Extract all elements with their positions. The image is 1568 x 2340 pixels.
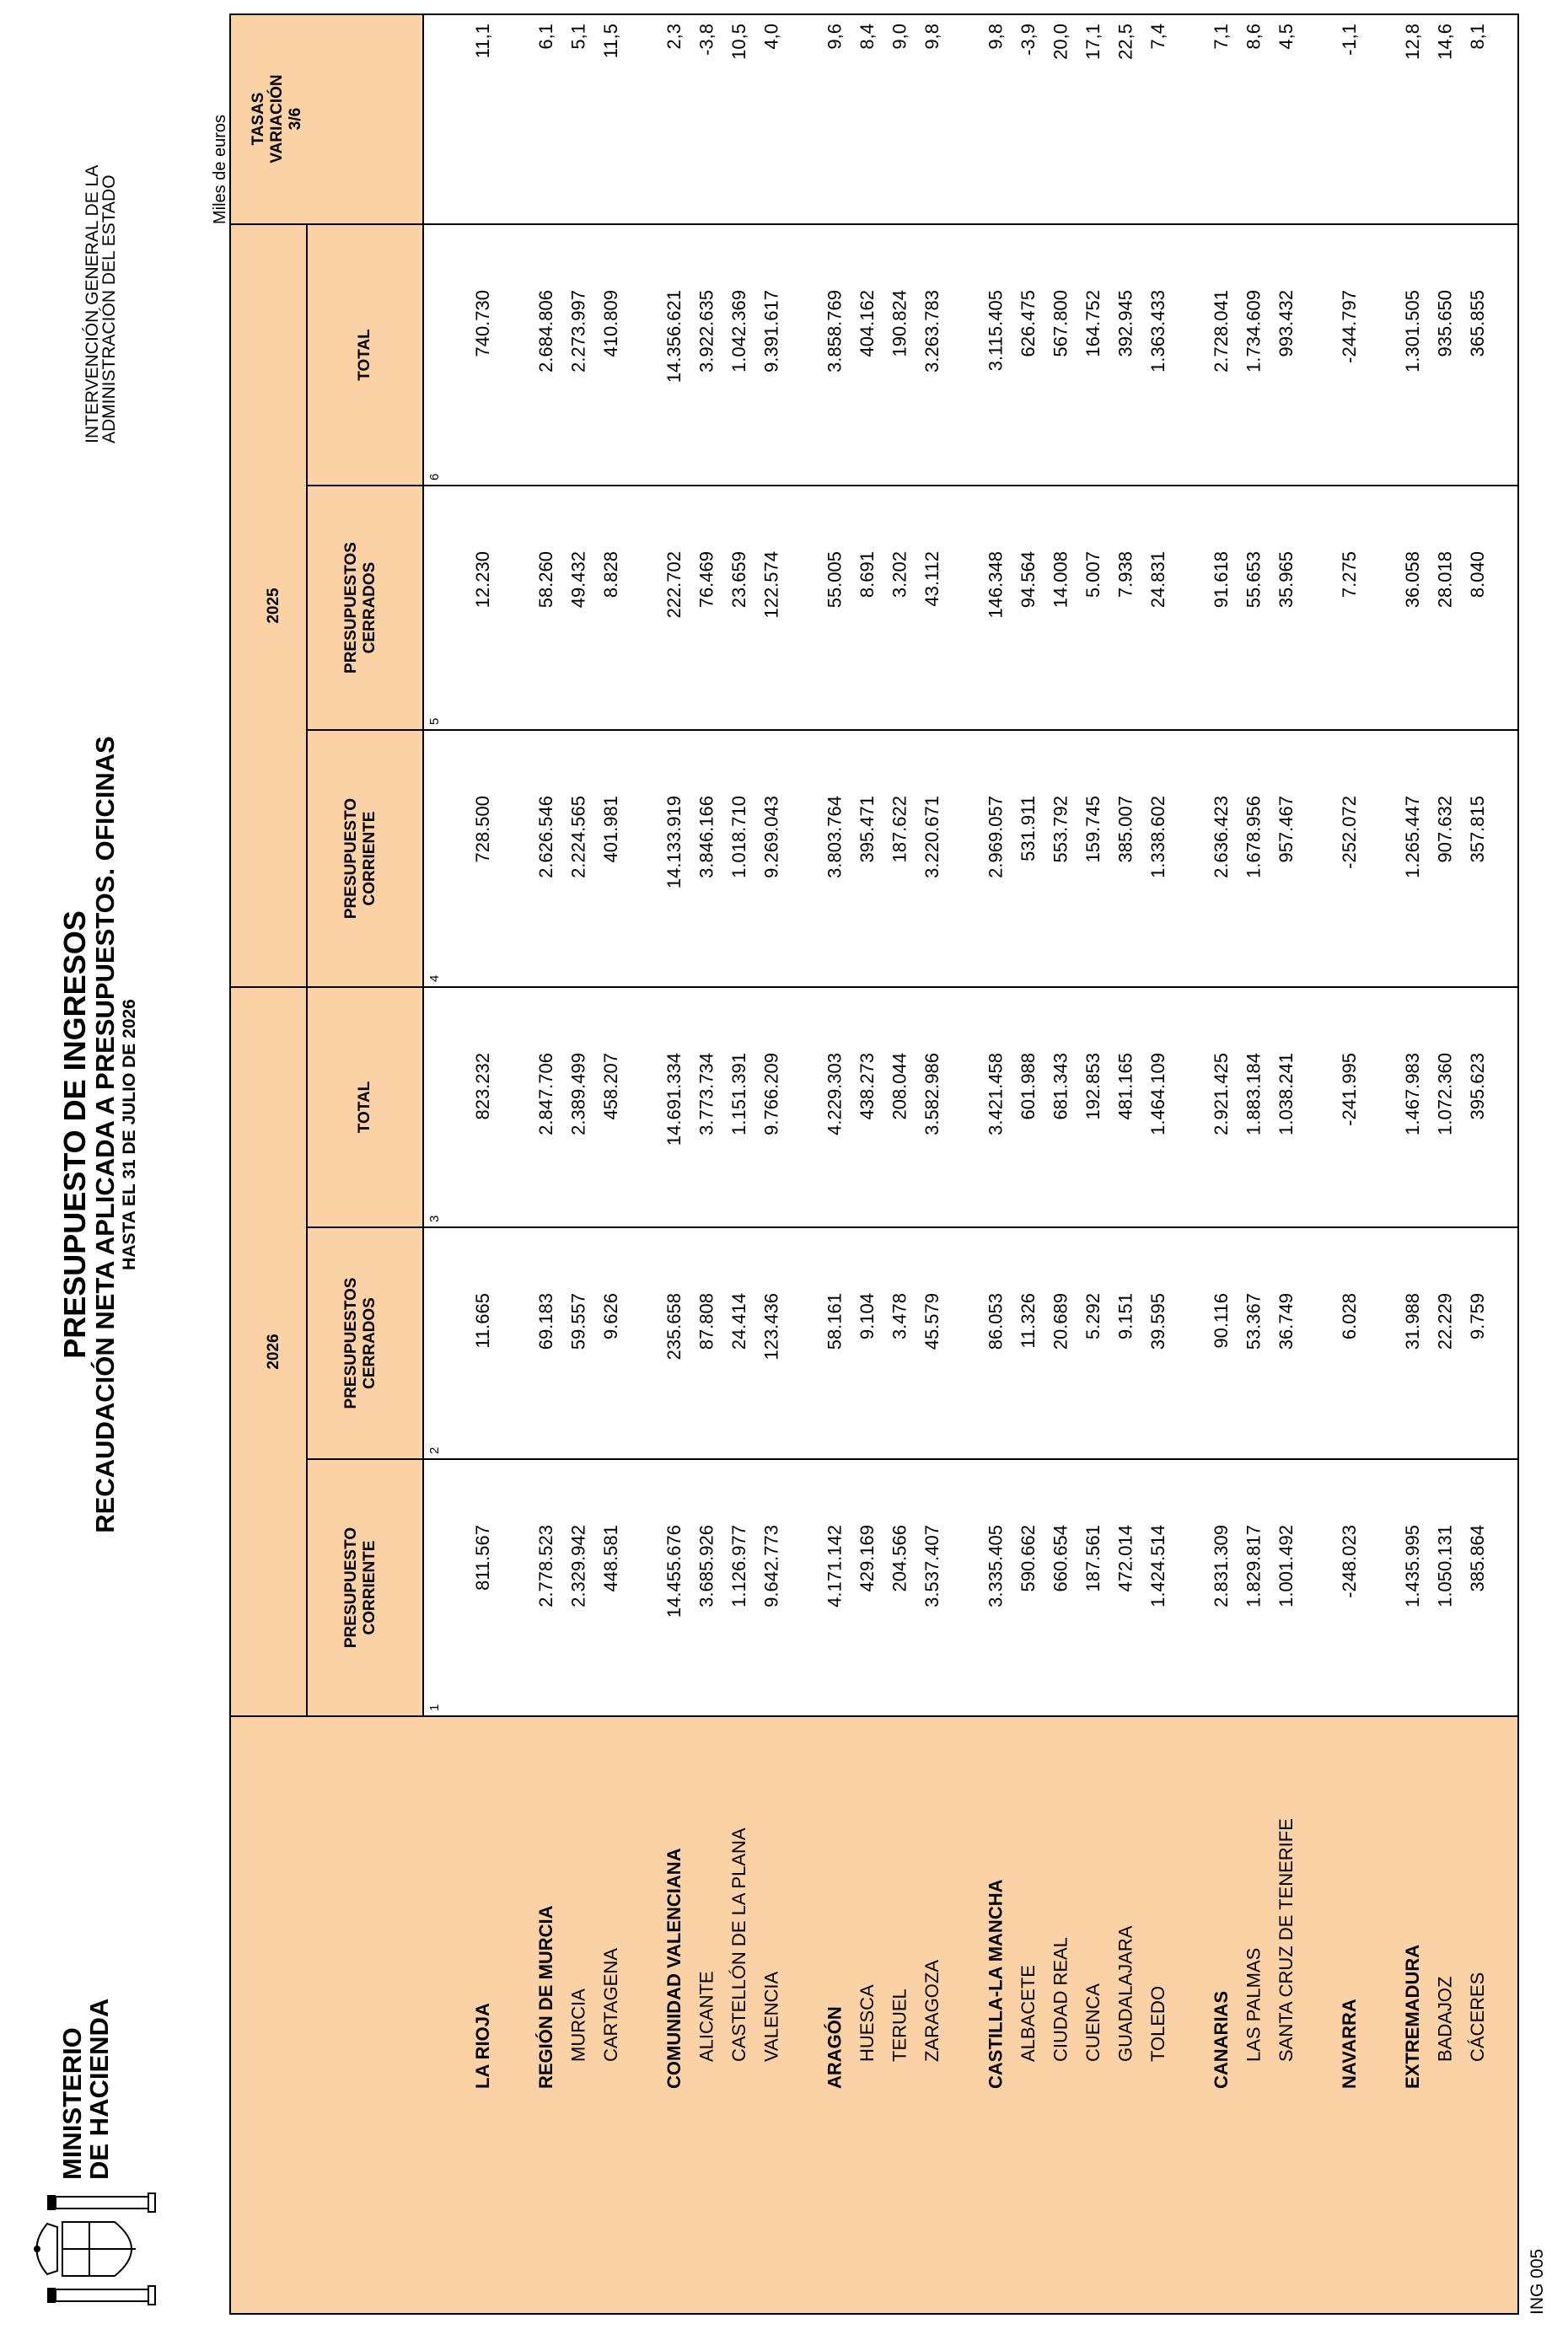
table-cell: 1.338.602	[1146, 796, 1168, 878]
table-cell: 740.730	[472, 290, 493, 357]
table-cell: 222.702	[663, 551, 685, 619]
table-cell: 159.745	[1082, 796, 1104, 863]
column-header-5-line1: PRESUPUESTOS	[342, 542, 360, 674]
table-cell: 55.653	[1243, 551, 1265, 609]
table-cell: 481.165	[1114, 1053, 1136, 1120]
table-cell: 10,5	[728, 24, 750, 60]
table-cell: 3.335.405	[985, 1525, 1007, 1607]
table-cell: 728.500	[472, 796, 493, 863]
table-cell: 9.626	[600, 1293, 622, 1340]
table-cell: 3.773.734	[695, 1053, 717, 1135]
table-cell: 1.363.433	[1146, 290, 1168, 373]
table-cell: 94.564	[1017, 551, 1039, 609]
table-cell: 58.161	[824, 1293, 846, 1350]
table-cell: 438.273	[856, 1053, 878, 1120]
row-label: SANTA CRUZ DE TENERIFE	[1275, 1818, 1297, 2062]
table-cell: 14.691.334	[663, 1053, 685, 1146]
row-label: COMUNIDAD VALENCIANA	[663, 1848, 685, 2089]
table-cell: 9.269.043	[760, 796, 782, 878]
row-label: ALBACETE	[1017, 1965, 1039, 2062]
table-cell: 907.632	[1434, 796, 1456, 863]
column-number: 3	[427, 1215, 442, 1222]
table-cell: 2.329.942	[567, 1525, 589, 1607]
igae-line-2: ADMINISTRACIÓN DEL ESTADO	[99, 174, 119, 443]
table-cell: 86.053	[985, 1293, 1007, 1350]
table-cell: -3,9	[1017, 24, 1039, 56]
table-cell: 190.824	[889, 290, 910, 357]
table-cell: -3,8	[695, 24, 717, 56]
year-previous-label: 2025	[265, 588, 282, 624]
table-cell: 7,4	[1146, 24, 1168, 50]
table-cell: 1.435.995	[1402, 1525, 1424, 1607]
column-number: 2	[427, 1446, 442, 1454]
table-cell: 14.133.919	[663, 796, 685, 889]
table-cell: 2.389.499	[567, 1053, 589, 1135]
table-cell: 7.275	[1338, 551, 1360, 598]
title-line-2: RECAUDACIÓN NETA APLICADA A PRESUPUESTOS. OFICINAS	[90, 736, 120, 1533]
title-line-1: PRESUPUESTO DE INGRESOS	[57, 910, 92, 1359]
table-cell: 8.691	[856, 551, 878, 598]
table-cell: -248.023	[1338, 1525, 1360, 1598]
row-label: EXTREMADURA	[1402, 1944, 1424, 2089]
table-cell: 24.831	[1146, 551, 1168, 609]
row-label: NAVARRA	[1338, 1999, 1360, 2089]
table-cell: 4,5	[1275, 24, 1297, 50]
table-cell: 2.626.546	[535, 796, 557, 878]
table-cell: 7.938	[1114, 551, 1136, 598]
table-cell: 1.001.492	[1275, 1525, 1297, 1607]
year-current-label: 2026	[265, 1334, 282, 1370]
table-cell: 590.662	[1017, 1525, 1039, 1592]
table-cell: 395.623	[1467, 1053, 1489, 1120]
table-cell: 9.766.209	[760, 1053, 782, 1135]
column-header-2-line1: PRESUPUESTOS	[342, 1277, 360, 1409]
table-cell: 1.467.983	[1402, 1053, 1424, 1135]
report-title	[59, 629, 140, 1640]
table-cell: 1.464.109	[1146, 1053, 1168, 1135]
column-header-1-line2: CORRIENTE	[361, 1540, 379, 1635]
table-cell: 87.808	[695, 1293, 717, 1350]
table-cell: 20.689	[1050, 1293, 1071, 1350]
table-cell: 8,6	[1243, 24, 1265, 50]
table-cell: 660.654	[1050, 1525, 1071, 1592]
column-header-7-line2: VARIACIÓN	[268, 74, 286, 164]
row-label: CASTILLA-LA MANCHA	[985, 1879, 1007, 2089]
table-cell: 59.557	[567, 1293, 589, 1350]
table-cell: 3.858.769	[824, 290, 846, 373]
table-cell: 957.467	[1275, 796, 1297, 863]
table-cell: 823.232	[472, 1053, 493, 1120]
row-label: ZARAGOZA	[921, 1959, 943, 2062]
table-cell: 1.042.369	[728, 290, 750, 373]
table-cell: 8,4	[856, 24, 878, 50]
table-cell: 43.112	[921, 551, 943, 607]
table-cell: 55.005	[824, 551, 846, 609]
table-cell: 1.734.609	[1243, 290, 1265, 373]
column-number: 5	[427, 717, 442, 725]
table-cell: 20,0	[1050, 24, 1071, 60]
table-cell: 11,1	[472, 24, 493, 59]
row-label: ALICANTE	[695, 1971, 717, 2062]
table-cell: 9,8	[921, 24, 943, 50]
table-cell: 235.658	[663, 1293, 685, 1361]
column-header-2-line2: CERRADOS	[361, 1297, 379, 1389]
table-cell: 123.436	[760, 1293, 782, 1361]
document-code: ING 005	[1528, 2248, 1547, 2315]
table-cell: 28.018	[1434, 551, 1456, 609]
table-cell: 8,1	[1467, 24, 1489, 50]
table-cell: 1.038.241	[1275, 1053, 1297, 1135]
table-cell: -1,1	[1338, 24, 1360, 56]
column-header-4-line2: CORRIENTE	[361, 811, 379, 906]
ministry-line-2: DE HACIENDA	[84, 1998, 114, 2180]
table-cell: 458.207	[600, 1053, 622, 1120]
table-cell: 9,8	[985, 24, 1007, 50]
table-cell: 1.072.360	[1434, 1053, 1456, 1135]
table-cell: -241.995	[1338, 1053, 1360, 1126]
table-cell: 1.829.817	[1243, 1525, 1265, 1607]
table-cell: 22,5	[1114, 24, 1136, 60]
table-cell: 811.567	[472, 1525, 493, 1591]
ministry-line-1: MINISTERIO	[57, 2027, 87, 2180]
table-cell: 6,1	[535, 24, 557, 50]
table-cell: 4.171.142	[824, 1525, 846, 1607]
table-cell: 146.348	[985, 551, 1007, 619]
row-label: CARTAGENA	[600, 1948, 622, 2062]
table-cell: 626.475	[1017, 290, 1039, 357]
units-label: Miles de euros	[211, 114, 229, 224]
table-cell: 192.853	[1082, 1053, 1104, 1120]
row-label: TOLEDO	[1146, 1985, 1168, 2062]
table-cell: 7,1	[1210, 24, 1232, 50]
column-header-3-line1: TOTAL	[356, 1081, 373, 1134]
table-cell: 1.424.514	[1146, 1525, 1168, 1607]
table-cell: 472.014	[1114, 1525, 1136, 1592]
table-cell: 9.642.773	[760, 1525, 782, 1607]
table-cell: -252.072	[1338, 796, 1360, 869]
table-cell: 5.292	[1082, 1293, 1104, 1340]
column-header-4-line1: PRESUPUESTO	[342, 797, 360, 920]
table-cell: 58.260	[535, 551, 557, 609]
table-cell: 4.229.303	[824, 1053, 846, 1135]
table-cell: 9.391.617	[760, 290, 782, 373]
table-cell: 404.162	[856, 290, 878, 357]
table-cell: 3.220.671	[921, 796, 943, 878]
table-cell: 31.988	[1402, 1293, 1424, 1350]
row-label: MURCIA	[567, 1988, 589, 2062]
table-cell: 14,6	[1434, 24, 1456, 60]
table-cell: 8.828	[600, 551, 622, 598]
column-header-7-line3: 3/6	[287, 107, 304, 131]
row-label: GUADALAJARA	[1114, 1925, 1136, 2062]
table-cell: 6.028	[1338, 1293, 1360, 1340]
row-label: CANARIAS	[1210, 1990, 1232, 2089]
row-label: HUESCA	[856, 1984, 878, 2062]
table-cell: 2.224.565	[567, 796, 589, 878]
row-label: ARAGÓN	[824, 2006, 846, 2089]
table-cell: 17,1	[1082, 24, 1104, 60]
table-cell: 69.183	[535, 1293, 557, 1350]
table-cell: 5,1	[567, 24, 589, 50]
table-cell: 3.421.458	[985, 1053, 1007, 1135]
table-cell: 9.104	[856, 1293, 878, 1340]
table-cell: 553.792	[1050, 796, 1071, 863]
table-cell: 993.432	[1275, 290, 1297, 357]
table-cell: 9.759	[1467, 1293, 1489, 1340]
table-cell: 90.116	[1210, 1293, 1232, 1349]
table-cell: 3.478	[889, 1293, 910, 1340]
table-cell: 204.566	[889, 1525, 910, 1592]
table-cell: 8.040	[1467, 551, 1489, 598]
table-cell: 1.126.977	[728, 1525, 750, 1607]
table-cell: 1.050.131	[1434, 1525, 1456, 1607]
table-cell: 357.815	[1467, 796, 1489, 863]
column-header-5-line2: CERRADOS	[361, 561, 379, 654]
table-cell: 36.058	[1402, 551, 1424, 609]
table-cell: 49.432	[567, 551, 589, 609]
table-cell: 2.847.706	[535, 1053, 557, 1135]
table-cell: 429.169	[856, 1525, 878, 1592]
table-cell: 11.665	[472, 1293, 493, 1349]
row-label: CUENCA	[1082, 1983, 1104, 2062]
table-cell: 2,3	[663, 24, 685, 50]
table-cell: 36.749	[1275, 1293, 1297, 1350]
table-cell: 567.800	[1050, 290, 1071, 357]
revenue-table	[229, 13, 1519, 2315]
table-cell: 187.561	[1082, 1525, 1104, 1592]
table-cell: 385.007	[1114, 796, 1136, 863]
table-cell: 12,8	[1402, 24, 1424, 60]
table-cell: 9.151	[1114, 1293, 1136, 1340]
table-cell: 12.230	[472, 551, 493, 609]
table-cell: 2.778.523	[535, 1525, 557, 1607]
table-cell: 410.809	[600, 290, 622, 357]
table-cell: 3.202	[889, 551, 910, 598]
row-label: CÁCERES	[1467, 1972, 1489, 2062]
table-cell: 601.988	[1017, 1053, 1039, 1120]
title-line-3: HASTA EL 31 DE JULIO DE 2026	[120, 999, 139, 1270]
table-cell: 448.581	[600, 1525, 622, 1592]
column-header-6-line1: TOTAL	[356, 329, 373, 381]
table-cell: 1.151.391	[728, 1053, 750, 1135]
table-cell: 2.969.057	[985, 796, 1007, 878]
table-cell: 3.922.635	[695, 290, 717, 373]
table-cell: 365.855	[1467, 290, 1489, 357]
coat-of-arms-of-spain-icon	[22, 2190, 165, 2308]
table-cell: 392.945	[1114, 290, 1136, 357]
table-cell: 2.831.309	[1210, 1525, 1232, 1607]
table-cell: 395.471	[856, 796, 878, 863]
table-cell: 401.981	[600, 796, 622, 863]
table-cell: 9,6	[824, 24, 846, 50]
table-cell: 2.921.425	[1210, 1053, 1232, 1135]
row-label: LA RIOJA	[472, 2003, 493, 2089]
table-cell: 122.574	[760, 551, 782, 619]
table-cell: 531.911	[1017, 796, 1039, 861]
column-number: 6	[427, 473, 442, 480]
table-cell: 14.455.676	[663, 1525, 685, 1618]
table-cell: 1.883.184	[1243, 1053, 1265, 1135]
table-cell: 24.414	[728, 1293, 750, 1350]
table-cell: 11,5	[600, 24, 622, 59]
table-cell: 385.864	[1467, 1525, 1489, 1592]
table-cell: 35.965	[1275, 551, 1297, 609]
table-cell: 2.684.806	[535, 290, 557, 373]
table-cell: 3.537.407	[921, 1525, 943, 1607]
table-cell: 187.622	[889, 796, 910, 863]
table-cell: 164.752	[1082, 290, 1104, 357]
column-number: 4	[427, 974, 442, 982]
table-cell: 1.678.956	[1243, 796, 1265, 878]
table-cell: 2.636.423	[1210, 796, 1232, 878]
table-cell: 91.618	[1210, 551, 1232, 609]
table-cell: 3.263.783	[921, 290, 943, 373]
row-label: TERUEL	[889, 1988, 910, 2062]
table-cell: 9,0	[889, 24, 910, 50]
table-cell: 14.356.621	[663, 290, 685, 384]
table-cell: 681.343	[1050, 1053, 1071, 1120]
table-cell: 208.044	[889, 1053, 910, 1120]
table-cell: 76.469	[695, 551, 717, 609]
table-cell: 3.582.986	[921, 1053, 943, 1135]
table-cell: 5.007	[1082, 551, 1104, 598]
row-label: BADAJOZ	[1434, 1976, 1456, 2062]
table-cell: 22.229	[1434, 1293, 1456, 1350]
igae-line-1: INTERVENCIÓN GENERAL DE LA	[83, 164, 102, 443]
ministry-name	[59, 1999, 113, 2180]
table-cell: 2.273.997	[567, 290, 589, 373]
table-cell: 1.265.447	[1402, 796, 1424, 878]
column-header-1-line1: PRESUPUESTO	[342, 1527, 360, 1649]
row-label: CIUDAD REAL	[1050, 1937, 1071, 2062]
table-cell: 23.659	[728, 551, 750, 609]
table-cell: 11.326	[1017, 1293, 1039, 1349]
table-cell: 45.579	[921, 1293, 943, 1350]
table-cell: 3.685.926	[695, 1525, 717, 1607]
table-cell: 4,0	[760, 24, 782, 50]
row-label: LAS PALMAS	[1243, 1947, 1265, 2062]
table-cell: 1.018.710	[728, 796, 750, 878]
table-cell: 1.301.505	[1402, 290, 1424, 373]
igae-name	[84, 165, 118, 443]
row-label: REGIÓN DE MURCIA	[535, 1905, 557, 2089]
table-cell: 935.650	[1434, 290, 1456, 357]
table-cell: -244.797	[1338, 290, 1360, 363]
row-label: CASTELLÓN DE LA PLANA	[728, 1827, 750, 2062]
column-number: 1	[427, 1704, 442, 1711]
row-label: VALENCIA	[760, 1971, 782, 2062]
table-cell: 14.008	[1050, 551, 1071, 609]
table-cell: 2.728.041	[1210, 290, 1232, 373]
table-cell: 3.115.405	[985, 290, 1007, 372]
table-cell: 3.803.764	[824, 796, 846, 878]
table-cell: 39.595	[1146, 1293, 1168, 1350]
column-header-7-line1: TASAS	[250, 92, 267, 146]
table-cell: 53.367	[1243, 1293, 1265, 1350]
table-cell: 3.846.166	[695, 796, 717, 878]
